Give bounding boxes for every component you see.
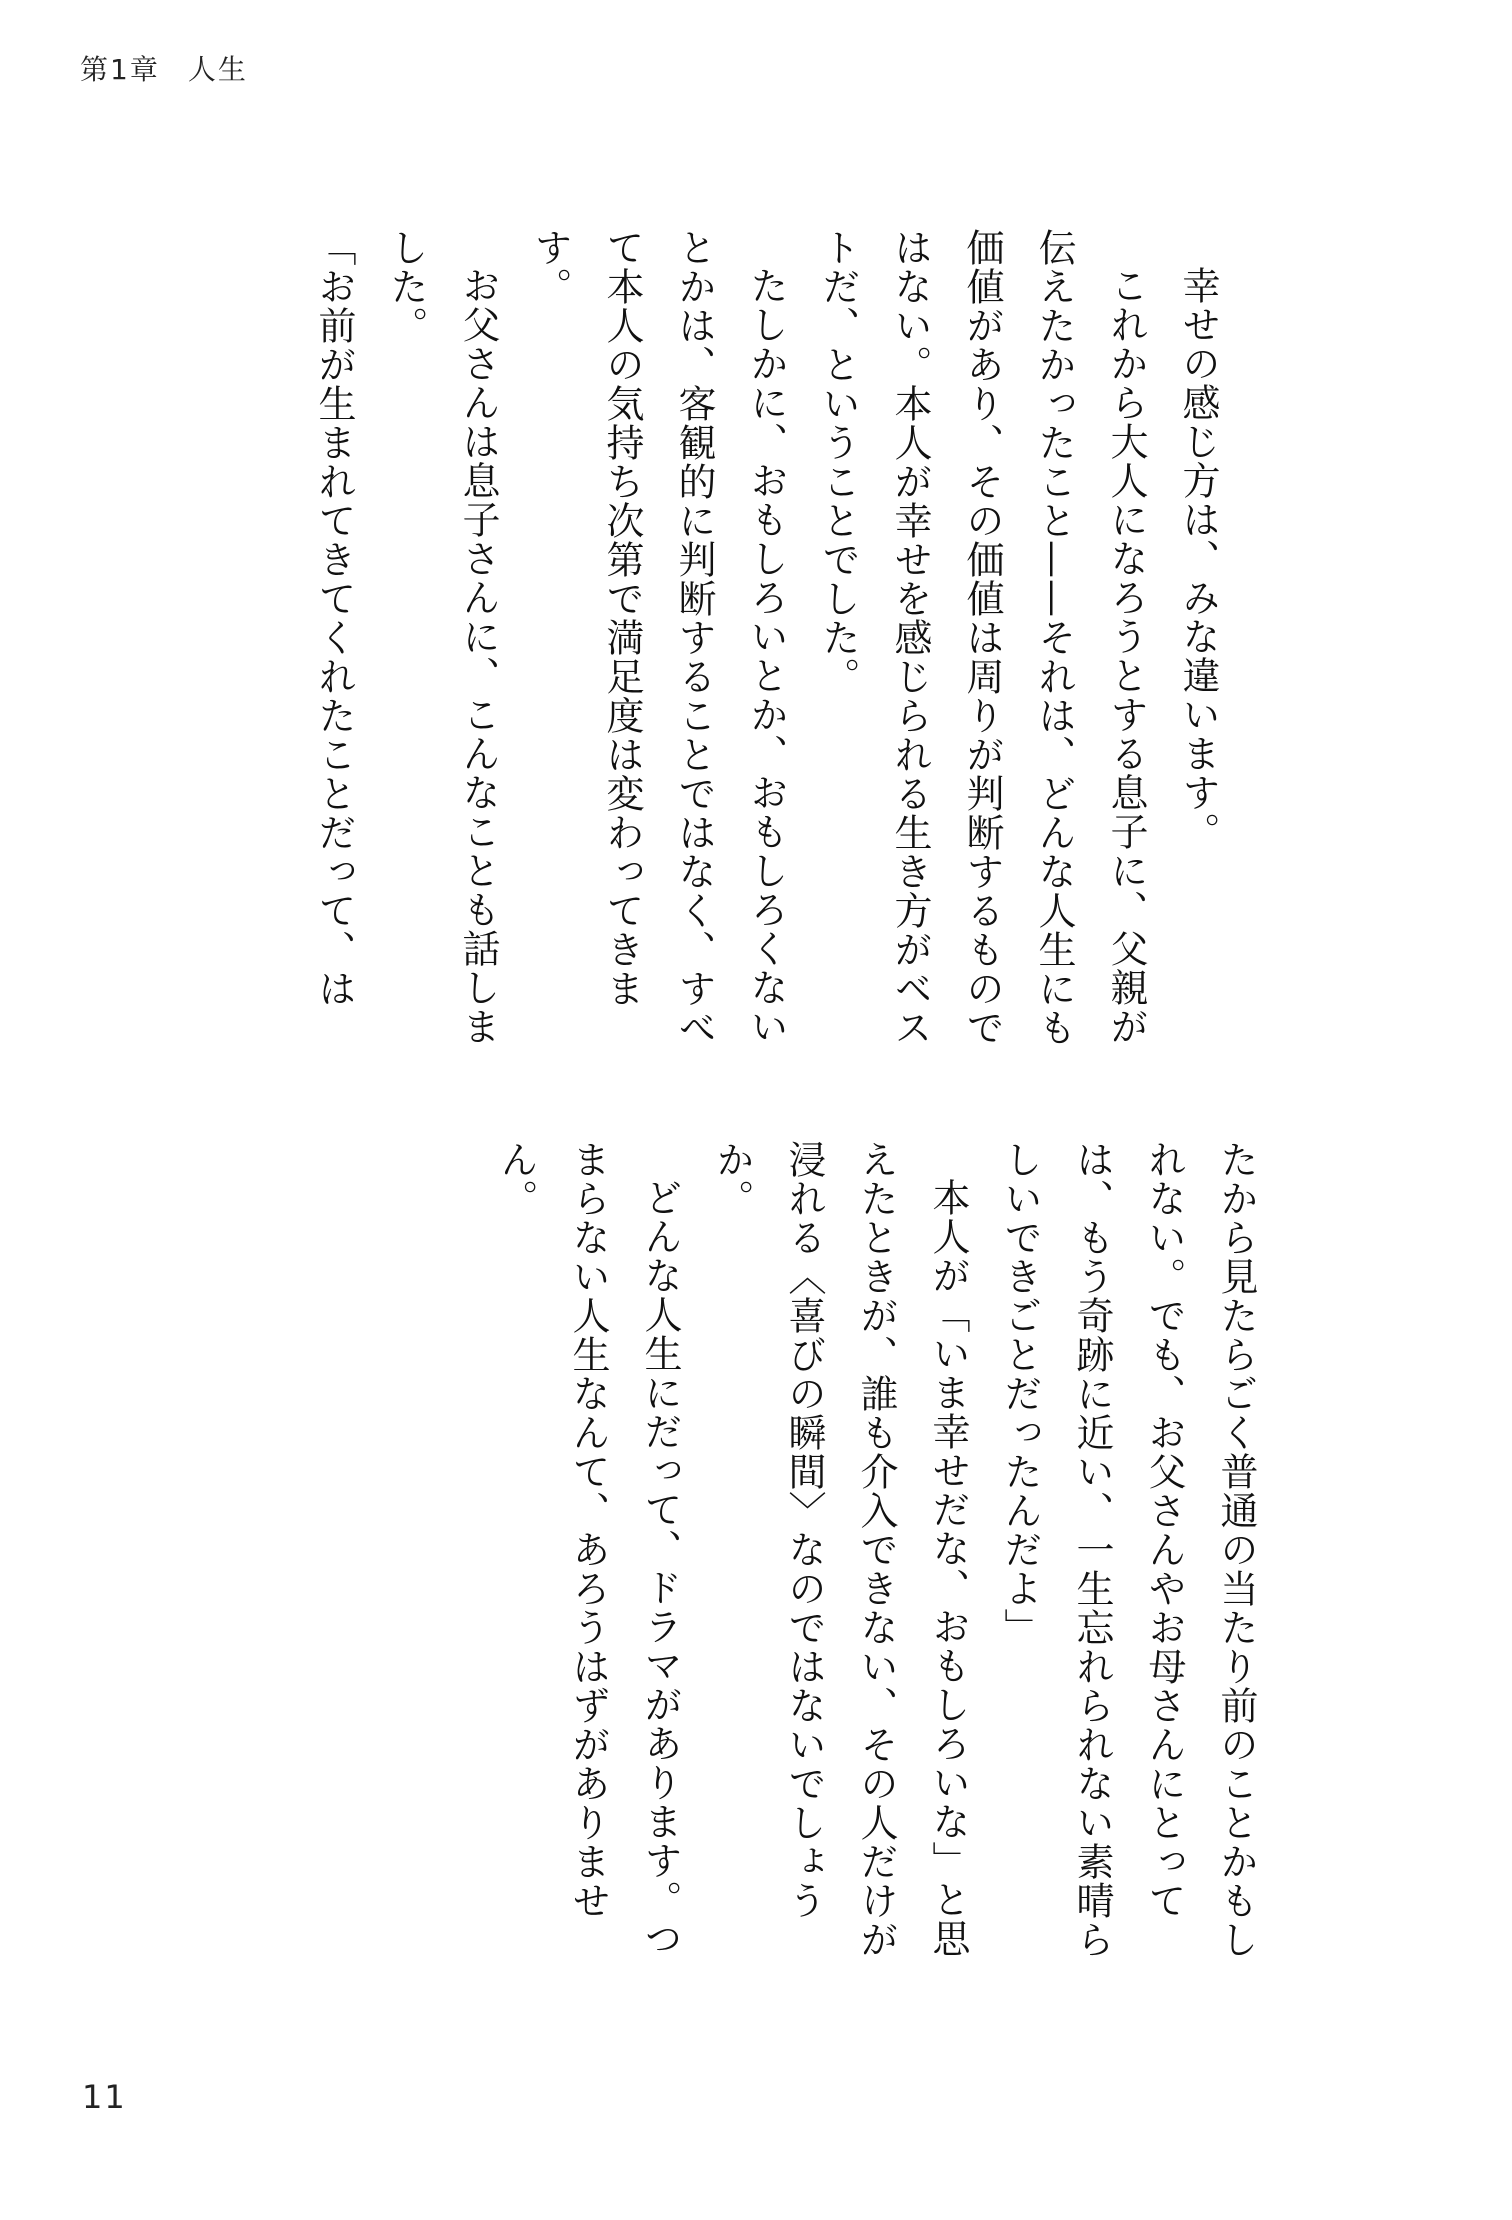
paragraph: 「お前が生まれてきてくれたことだって、は xyxy=(312,228,356,1008)
paragraph: これから大人になろうとする息子に、父親が伝えたかったこと——それは、どんな人生にも価値があり、その価値は周りが判断するものではない。本人が幸せを感じられる生き方がベストだ、ということでした。 xyxy=(816,228,1148,1047)
running-header xyxy=(80,48,248,88)
paragraph: たしかに、おもしろいとか、おもしろくないとかは、客観的に判断することではなく、すべて本人の気持ち次第で満足度は変わってきます。 xyxy=(528,228,788,1047)
paragraph: お父さんは息子さんに、こんなことも話しました。 xyxy=(384,228,500,1046)
lower-text-block xyxy=(480,1140,1272,1980)
paragraph: 本人が「いま幸せだな、おもしろいな」と思えたときが、誰も介入できない、その人だけが浸れる〈喜びの瞬間〉なのではないでしょうか。 xyxy=(710,1140,970,1959)
paragraph: 幸せの感じ方は、みな違います。 xyxy=(1176,266,1220,851)
upper-text-block xyxy=(298,228,1234,1048)
paragraph: たから見たらごく普通の当たり前のことかもしれない。でも、お父さんやお母さんにとっては、もう奇跡に近い、一生忘れられない素晴らしいできごとだったんだよ」 xyxy=(998,1140,1258,1959)
page-number: 11 xyxy=(82,2078,127,2116)
chapter-title: 人生 xyxy=(187,53,248,86)
chapter-label: 第1章 xyxy=(80,53,160,86)
paragraph: どんな人生にだって、ドラマがあります。つまらない人生なんて、あろうはずがありません。 xyxy=(494,1140,682,1958)
